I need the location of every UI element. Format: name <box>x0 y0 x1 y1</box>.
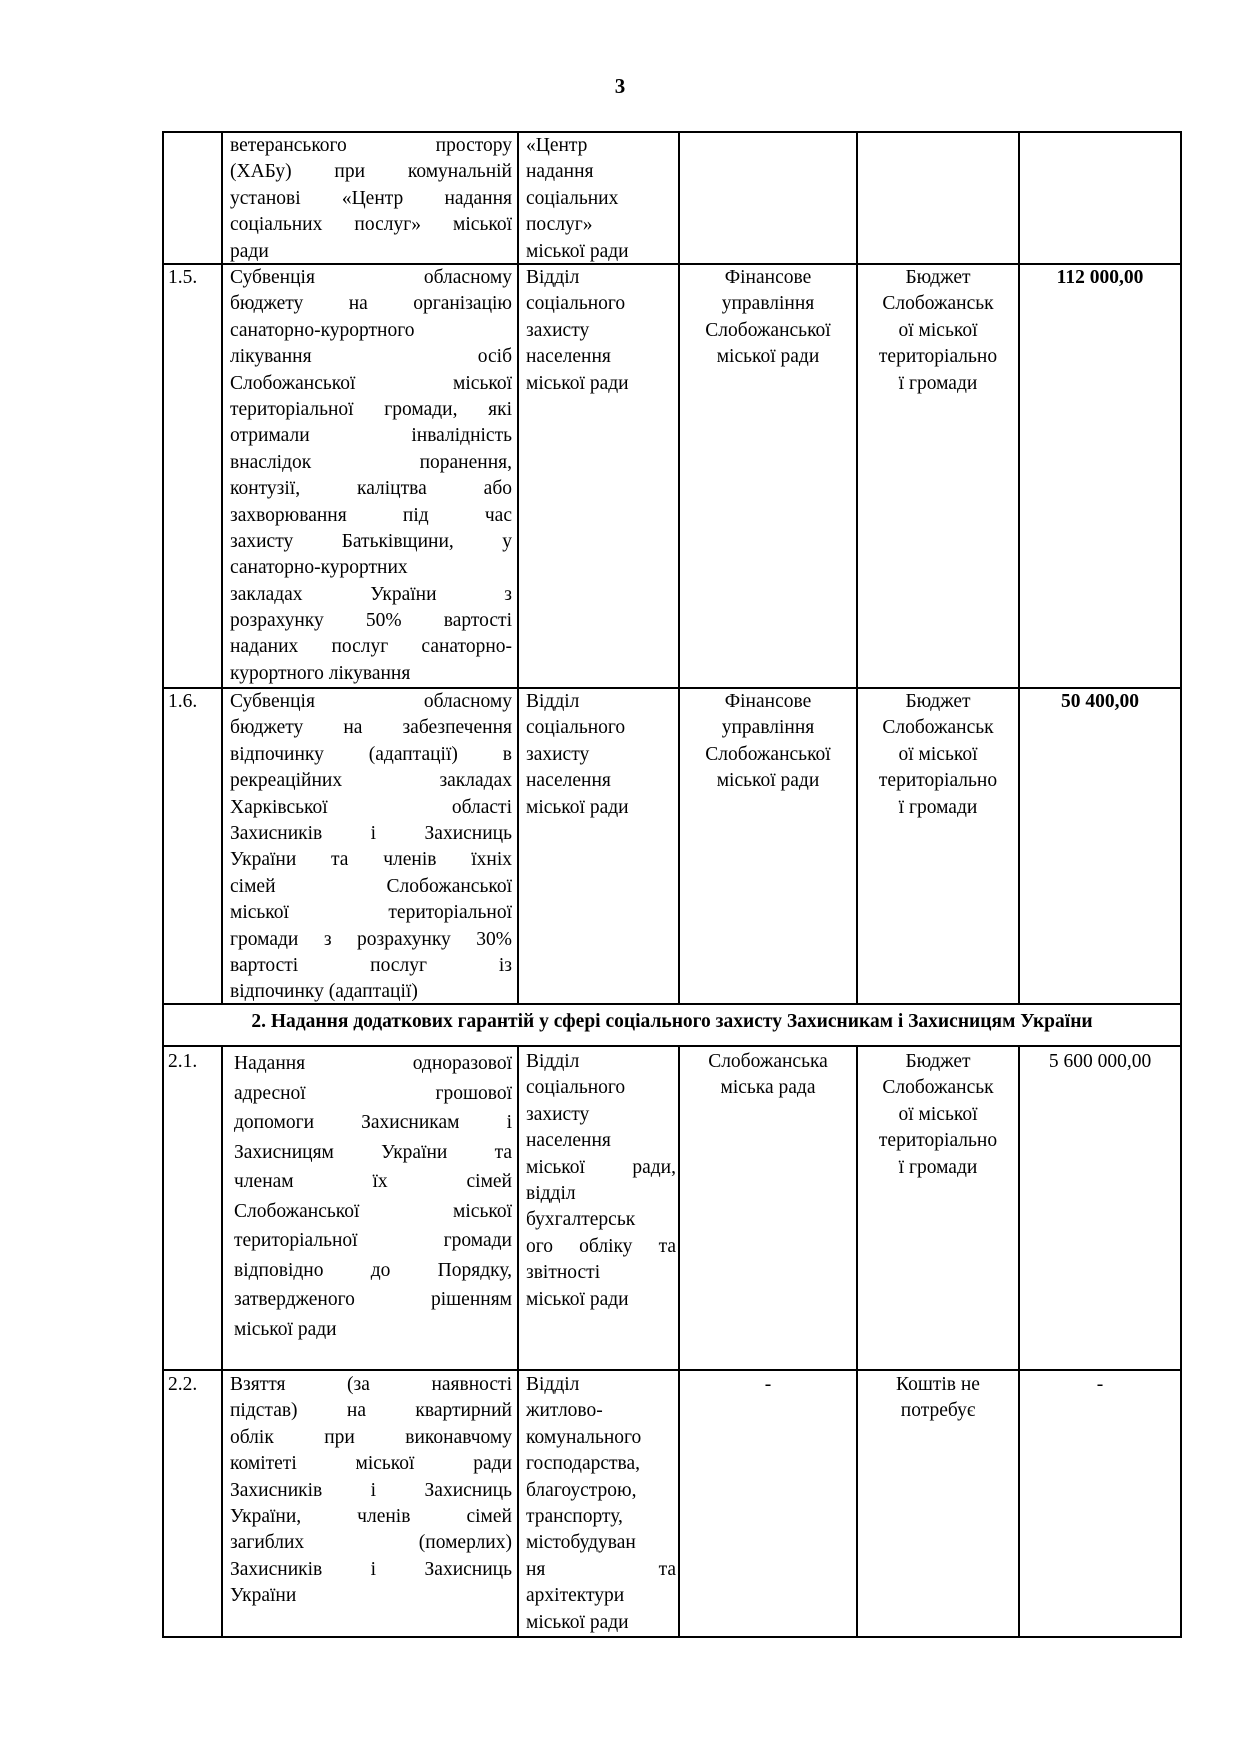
amount-cell: 50 400,00 <box>1061 691 1139 712</box>
text-line: Взяття (за наявності <box>230 1374 512 1395</box>
text-line: комітеті міської ради <box>230 1453 512 1475</box>
funding-source-cell <box>858 1372 1018 1425</box>
text-line: «Центр <box>526 135 588 156</box>
text-line: відповідно до Порядку, <box>234 1259 512 1281</box>
text-line: господарства, <box>526 1453 641 1475</box>
text-line: містобудуван <box>526 1532 636 1554</box>
text-line: сімей Слобожанської <box>230 875 512 897</box>
text-line: захисту <box>526 1103 590 1125</box>
text-line: надання <box>526 161 594 183</box>
measure-cell <box>230 1372 512 1610</box>
text-line: міської ради <box>526 240 629 262</box>
text-line: ої міської <box>898 1103 978 1125</box>
text-line: вартості послуг із <box>230 954 512 976</box>
text-line: соціального <box>526 293 626 315</box>
funding-source-cell <box>858 1049 1018 1181</box>
text-line: адресної грошової <box>234 1082 512 1104</box>
row-number: 1.5. <box>168 267 198 288</box>
text-line: ої міської <box>898 319 978 341</box>
manager-cell <box>680 1049 856 1102</box>
text-line: закладах України з <box>230 583 512 605</box>
text-line: управління <box>721 293 815 315</box>
row-divider <box>162 1369 1182 1371</box>
table-border-left <box>162 131 164 1638</box>
text-line: міської ради, <box>526 1156 676 1178</box>
section-2-title: 2. Надання додаткових гарантій у сфері соціального захисту Захисникам і Захисницям України <box>251 1011 1093 1032</box>
manager-cell <box>680 689 856 795</box>
text-line: Коштів не <box>896 1374 980 1395</box>
text-line: Захисників і Захисниць <box>230 822 512 844</box>
text-line: установі «Центр надання <box>230 187 512 209</box>
text-line: Бюджет <box>905 267 971 288</box>
text-line: відпочинку (адаптації) в <box>230 743 512 765</box>
text-line: захворювання під час <box>230 504 512 526</box>
text-line: (ХАБу) при комунальній <box>230 161 512 183</box>
text-line: внаслідок поранення, <box>230 451 512 473</box>
executor-cell <box>526 265 676 397</box>
text-line: міської ради <box>526 1611 629 1633</box>
text-line: курортного лікування <box>230 662 411 684</box>
text-line: Слобожанської міської <box>230 372 512 394</box>
amount-cell: - <box>1096 1374 1104 1395</box>
text-line: транспорту, <box>526 1505 623 1527</box>
measure-cell <box>230 689 512 1006</box>
executor-cell <box>526 1372 676 1636</box>
text-line: наданих послуг санаторно- <box>230 636 512 658</box>
text-line: Слобожанської <box>705 319 831 341</box>
text-line: рекреаційних закладах <box>230 770 512 792</box>
text-line: загиблих (померлих) <box>230 1532 512 1554</box>
text-line: комунального <box>526 1426 642 1448</box>
text-line: Фінансове <box>724 267 812 288</box>
text-line: санаторно-курортних <box>230 557 408 579</box>
table-border-bottom <box>162 1636 1182 1638</box>
text-line: Відділ <box>526 267 580 288</box>
text-line: ї громади <box>898 372 978 394</box>
col-divider <box>221 131 223 1004</box>
text-line: соціального <box>526 1077 626 1099</box>
text-line: Бюджет <box>905 691 971 712</box>
col-divider <box>517 1045 519 1637</box>
text-line: України та членів їхніх <box>230 849 512 871</box>
col-divider <box>1018 131 1020 1004</box>
text-line: Захисників і Захисниць <box>230 1479 512 1501</box>
text-line: територіально <box>878 1130 998 1152</box>
text-line: населення <box>526 346 611 368</box>
text-line: підстав) на квартирний <box>230 1400 512 1422</box>
text-line: Харківської області <box>230 796 512 818</box>
executor-cell <box>526 1049 676 1313</box>
col-divider <box>856 131 858 1004</box>
text-line: контузії, каліцтва або <box>230 478 512 500</box>
col-divider <box>517 131 519 1004</box>
text-line: Фінансове <box>724 691 812 712</box>
text-line: Відділ <box>526 1051 580 1072</box>
row-divider <box>162 1045 1182 1047</box>
row-number: 1.6. <box>168 691 198 712</box>
text-line: ветеранського простору <box>230 135 512 156</box>
text-line: звітності <box>526 1262 601 1284</box>
text-line: територіальної громади, які <box>230 398 512 420</box>
col-divider <box>678 1045 680 1637</box>
text-line: архітектури <box>526 1585 625 1607</box>
row-number: 2.1. <box>168 1051 198 1072</box>
text-line: громади з розрахунку 30% <box>230 928 512 950</box>
text-line: населення <box>526 770 611 792</box>
text-line: отримали інвалідність <box>230 425 512 447</box>
funding-source-cell <box>858 265 1018 397</box>
text-line: Слобожанськ <box>882 293 994 315</box>
text-line: лікування осіб <box>230 346 512 368</box>
text-line: міської ради <box>526 796 629 818</box>
text-line: територіально <box>878 346 998 368</box>
text-line: відділ <box>526 1182 576 1204</box>
text-line: соціальних <box>526 187 619 209</box>
text-line: Бюджет <box>905 1051 971 1072</box>
text-line: захисту <box>526 743 590 765</box>
measure-cell <box>230 133 512 265</box>
text-line: ого обліку та <box>526 1235 676 1257</box>
measure-cell <box>234 1049 512 1344</box>
text-line: членам їх сімей <box>234 1171 512 1192</box>
text-line: Субвенція обласному <box>230 691 512 712</box>
text-line: Слобожанська <box>708 1051 828 1072</box>
text-line: соціальних послуг» міської <box>230 214 512 236</box>
text-line: відпочинку (адаптації) <box>230 981 418 1003</box>
text-line: бухгалтерськ <box>526 1209 636 1231</box>
funding-source-cell <box>858 689 1018 821</box>
text-line: ої міської <box>898 743 978 765</box>
text-line: міської ради <box>716 770 820 792</box>
col-divider <box>1018 1045 1020 1637</box>
text-line: захисту <box>526 319 590 341</box>
text-line: Слобожанської міської <box>234 1200 512 1222</box>
executor-cell <box>526 689 676 821</box>
text-line: міської ради <box>526 372 629 394</box>
text-line: ї громади <box>898 1156 978 1178</box>
text-line: міської територіальної <box>230 902 512 924</box>
text-line: Відділ <box>526 691 580 712</box>
text-line: міської ради <box>234 1318 337 1340</box>
text-line: Субвенція обласному <box>230 267 512 288</box>
text-line: Слобожанськ <box>882 717 994 739</box>
text-line: облік при виконавчому <box>230 1426 512 1448</box>
text-line: благоустрою, <box>526 1479 637 1501</box>
manager-cell <box>680 1372 856 1398</box>
text-line: Слобожанськ <box>882 1077 994 1099</box>
text-line: захисту Батьківщини, у <box>230 530 512 552</box>
executor-cell <box>526 133 676 265</box>
text-line: санаторно-курортного <box>230 319 415 341</box>
text-line: ради <box>230 240 269 262</box>
manager-cell <box>680 265 856 371</box>
text-line: розрахунку 50% вартості <box>230 610 512 632</box>
text-line: територіальної громади <box>234 1230 512 1251</box>
text-line: Захисників і Захисниць <box>230 1558 512 1580</box>
table-border-right <box>1180 131 1182 1638</box>
text-line: управління <box>721 717 815 739</box>
page-number: 3 <box>614 74 626 98</box>
text-line: ї громади <box>898 796 978 818</box>
text-line: міської ради <box>526 1288 629 1310</box>
text-line: населення <box>526 1130 611 1152</box>
text-line: України, членів сімей <box>230 1505 512 1527</box>
measure-cell <box>230 265 512 687</box>
text-line: Надання одноразової <box>234 1053 512 1074</box>
amount-cell: 5 600 000,00 <box>1048 1051 1152 1072</box>
text-line: - <box>764 1374 772 1395</box>
text-line: потребує <box>900 1400 976 1422</box>
text-line: соціального <box>526 717 626 739</box>
text-line: бюджету на організацію <box>230 293 512 315</box>
text-line: Відділ <box>526 1374 580 1395</box>
text-line: територіально <box>878 770 998 792</box>
text-line: України <box>230 1585 297 1607</box>
text-line: житлово- <box>526 1400 603 1422</box>
text-line: Захисницям України та <box>234 1141 512 1163</box>
text-line: затвердженого рішенням <box>234 1289 512 1310</box>
row-number: 2.2. <box>168 1374 198 1395</box>
col-divider <box>221 1045 223 1637</box>
col-divider <box>678 131 680 1004</box>
text-line: міської ради <box>716 346 820 368</box>
text-line: Слобожанської <box>705 743 831 765</box>
text-line: допомоги Захисникам і <box>234 1112 512 1133</box>
text-line: міська рада <box>720 1077 816 1099</box>
text-line: ня та <box>526 1558 676 1580</box>
program-measures-table <box>162 131 1182 1637</box>
text-line: бюджету на забезпечення <box>230 717 512 739</box>
text-line: послуг» <box>526 214 593 236</box>
amount-cell: 112 000,00 <box>1056 267 1144 288</box>
